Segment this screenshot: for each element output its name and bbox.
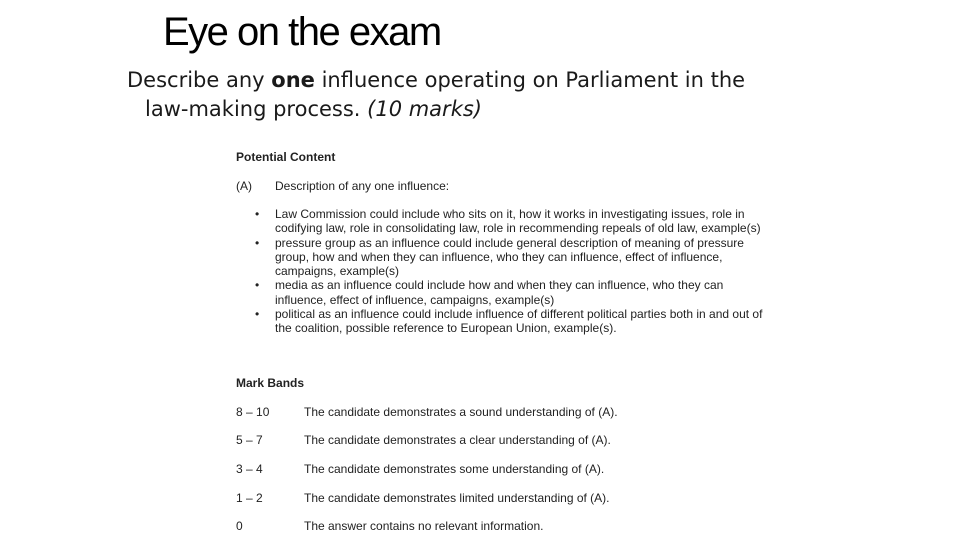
question-marks: (10 marks) [367, 97, 482, 121]
mark-band-row [236, 405, 756, 421]
list-item [236, 278, 766, 307]
mark-band-row [236, 462, 756, 478]
section-tag: (A) [236, 179, 252, 193]
band-description: The candidate demonstrates a clear understanding of (A). [304, 433, 611, 447]
band-range: 0 [236, 519, 243, 533]
question-text-part1: Describe any [127, 68, 272, 92]
bullet-text: Law Commission could include who sits on it, how it works in investigating issues, role in codifying law, role in consolidating law, role in recommending repeals of old law, example(s) [275, 207, 761, 236]
mark-band-row [236, 491, 756, 507]
exam-question [127, 66, 847, 124]
band-description: The candidate demonstrates some understanding of (A). [304, 462, 605, 476]
list-item [236, 307, 766, 336]
bullet-icon: • [255, 235, 260, 250]
question-line-2 [127, 95, 847, 124]
influence-bullet-list [236, 207, 766, 336]
slide-title: Eye on the exam [163, 10, 441, 54]
bullet-text: pressure group as an influence could include general description of meaning of pressure group, how and when they can influence, who they can influence, effect of influence, campaigns, example(s) [275, 235, 744, 279]
band-range: 1 – 2 [236, 491, 263, 505]
question-text-part2: influence operating on Parliament in the [314, 68, 746, 92]
band-range: 5 – 7 [236, 433, 263, 447]
bullet-text: political as an influence could include influence of different political parties both in and out of the coalition, possible reference to European Union, example(s). [275, 307, 763, 336]
band-range: 3 – 4 [236, 462, 263, 476]
band-range: 8 – 10 [236, 405, 270, 419]
bullet-icon: • [255, 278, 260, 293]
potential-content-heading: Potential Content [236, 150, 336, 164]
list-item [236, 236, 766, 279]
mark-band-row [236, 433, 756, 449]
question-emphasis: one [271, 68, 315, 92]
question-text-line2: law-making process. [145, 97, 368, 121]
bullet-text: media as an influence could include how and when they can influence, who they can influence, effect of influence, campaigns, example(s) [275, 278, 724, 307]
section-label: Description of any one influence: [275, 179, 450, 193]
band-description: The answer contains no relevant information. [304, 519, 544, 533]
mark-band-row [236, 519, 756, 535]
bullet-icon: • [255, 307, 260, 322]
bullet-icon: • [255, 207, 260, 221]
band-description: The candidate demonstrates limited understanding of (A). [304, 491, 610, 505]
mark-bands-heading: Mark Bands [236, 376, 305, 390]
band-description: The candidate demonstrates a sound understanding of (A). [304, 405, 618, 419]
list-item [236, 207, 766, 236]
